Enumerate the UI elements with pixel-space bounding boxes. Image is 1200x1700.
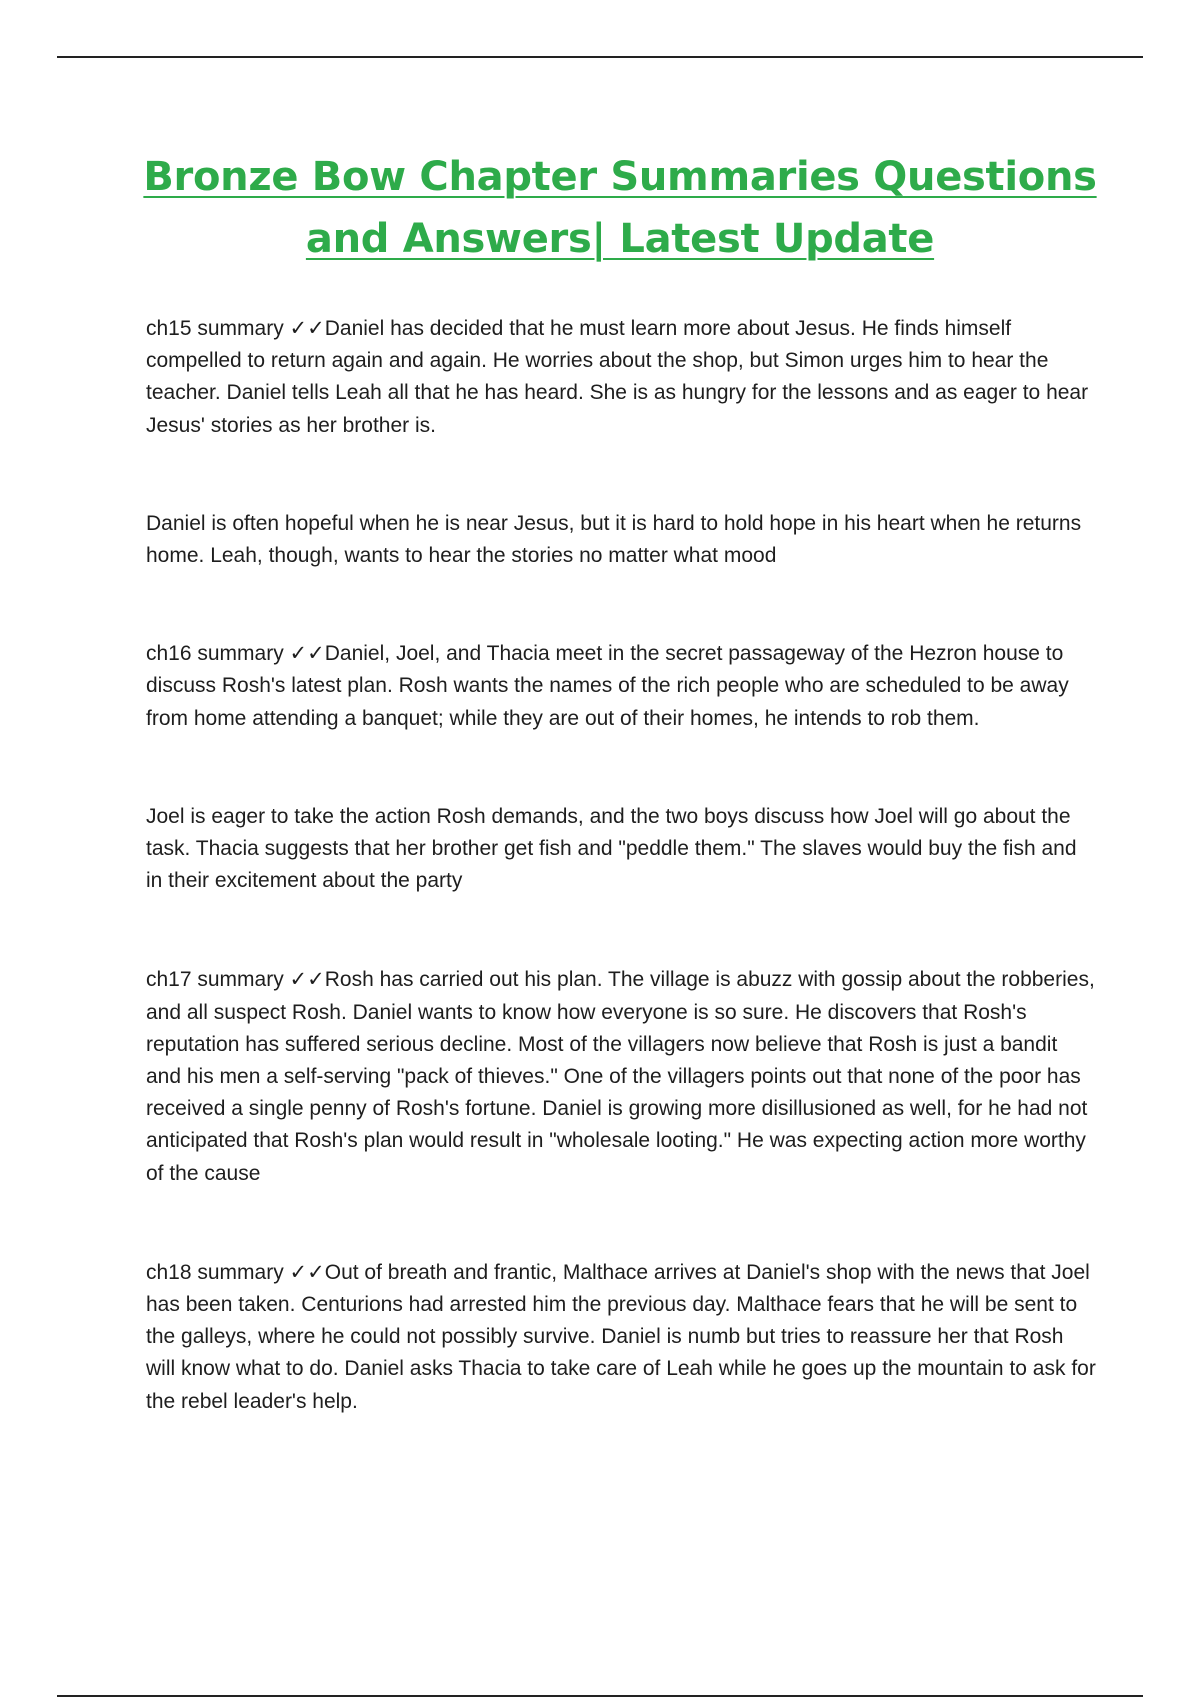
document-body <box>146 313 1096 1418</box>
paragraph-ch18-summary: ch18 summary ✓✓Out of breath and frantic, Malthace arrives at Daniel's shop with the news that Joel has been taken. Centurions had arrested him the previous day. Malthace fears that he will be sent to the galleys, where he could not possibly survive. Daniel is numb but tries to reassure her that Rosh will know what to do. Daniel asks Thacia to take care of Leah while he goes up the mountain to ask for the rebel leader's help. <box>146 1260 1096 1413</box>
document-title: Bronze Bow Chapter Summaries Questions and Answers| Latest Update <box>143 154 1097 262</box>
bottom-divider <box>57 1695 1143 1697</box>
paragraph-ch15-summary: ch15 summary ✓✓Daniel has decided that he must learn more about Jesus. He finds himself compelled to return again and again. He worries about the shop, but Simon urges him to hear the teacher. Daniel tells Leah all that he has heard. She is as hungry for the lessons and as eager to hear Jesus' stories as her brother is. <box>146 317 1089 437</box>
paragraph-ch16-continued: Joel is eager to take the action Rosh demands, and the two boys discuss how Joel will go about the task. Thacia suggests that her brother get fish and "peddle them." The slaves would buy the fish and in their excitement about the party <box>146 804 1077 893</box>
paragraph-ch15-continued: Daniel is often hopeful when he is near Jesus, but it is hard to hold hope in his heart when he returns home. Leah, though, wants to hear the stories no matter what mood <box>146 511 1082 568</box>
top-divider <box>57 56 1143 58</box>
paragraph-ch17-summary: ch17 summary ✓✓Rosh has carried out his plan. The village is abuzz with gossip about the robberies, and all suspect Rosh. Daniel wants to know how everyone is so sure. He discovers that Rosh's reputation has suffered serious decline. Most of the villagers now believe that Rosh is just a bandit and his men a self-serving "pack of thieves." One of the villagers points out that none of the poor has received a single penny of Rosh's fortune. Daniel is growing more disillusioned as well, for he had not anticipated that Rosh's plan would result in "wholesale looting." He was expecting action more worthy of the cause <box>146 968 1095 1185</box>
paragraph-ch16-summary: ch16 summary ✓✓Daniel, Joel, and Thacia meet in the secret passageway of the Hezron house to discuss Rosh's latest plan. Rosh wants the names of the rich people who are scheduled to be away from home attending a banquet; while they are out of their homes, he intends to rob them. <box>146 642 1069 730</box>
